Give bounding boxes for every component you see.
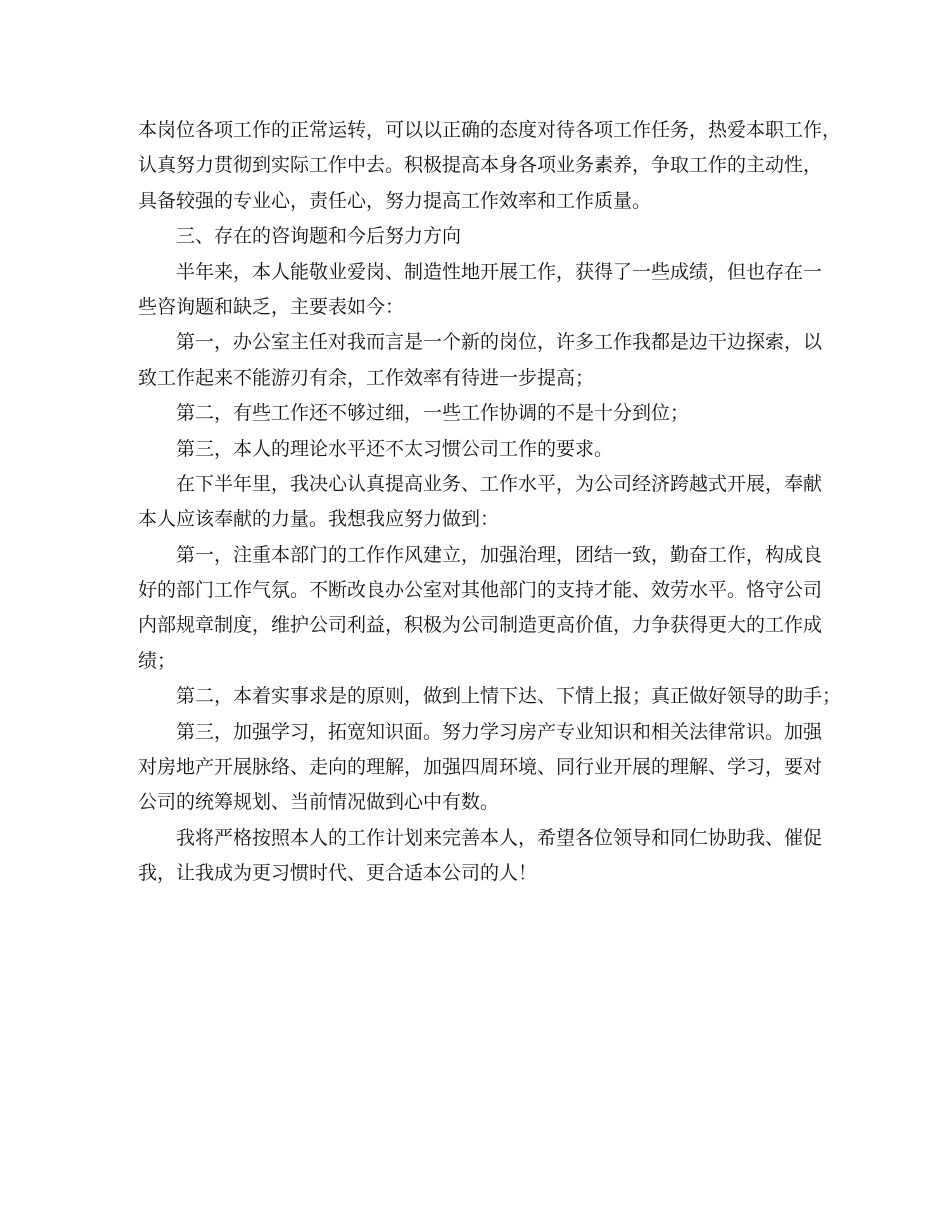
text-line: 第三，加强学习，拓宽知识面。努力学习房产专业知识和相关法律常识。加强 — [176, 720, 823, 743]
text-line: 三、存在的咨询题和今后努力方向 — [176, 225, 462, 248]
text-line: 在下半年里，我决心认真提高业务、工作水平，为公司经济跨越式开展，奉献 — [176, 472, 823, 495]
text-line: 具备较强的专业心，责任心，努力提高工作效率和工作质量。 — [138, 189, 652, 212]
text-line: 认真努力贯彻到实际工作中去。积极提高本身各项业务素养，争取工作的主动性， — [138, 154, 823, 177]
text-line: 我，让我成为更习惯时代、更合适本公司的人！ — [138, 862, 538, 885]
text-line: 第二，有些工作还不够过细，一些工作协调的不是十分到位； — [176, 402, 690, 425]
text-line: 对房地产开展脉络、走向的理解，加强四周环境、同行业开展的理解、学习，要对 — [138, 756, 823, 779]
text-line: 本岗位各项工作的正常运转，可以以正确的态度对待各项工作任务，热爱本职工作， — [138, 119, 842, 141]
text-line: 本人应该奉献的力量。我想我应努力做到： — [138, 508, 500, 531]
text-line: 我将严格按照本人的工作计划来完善本人，希望各位领导和同仁协助我、催促 — [176, 826, 823, 849]
text-line: 半年来，本人能敬业爱岗、制造性地开展工作，获得了一些成绩，但也存在一 — [176, 260, 823, 283]
text-line: 第一，注重本部门的工作作风建立，加强治理，团结一致，勤奋工作，构成良 — [176, 543, 823, 566]
document-body — [138, 113, 842, 892]
text-line: 内部规章制度，维护公司利益，积极为公司制造更高价值，力争获得更大的工作成 — [138, 614, 823, 637]
text-line: 好的部门工作气氛。不断改良办公室对其他部门的支持才能、效劳水平。恪守公司 — [138, 579, 823, 602]
text-line: 第一，办公室主任对我而言是一个新的岗位，许多工作我都是边干边探索，以 — [176, 331, 823, 354]
text-line: 第三，本人的理论水平还不太习惯公司工作的要求。 — [176, 437, 614, 460]
text-line: 第二，本着实事求是的原则，做到上情下达、下情上报；真正做好领导的助手； — [176, 685, 842, 708]
text-line: 致工作起来不能游刃有余，工作效率有待进一步提高； — [138, 366, 595, 389]
text-line: 些咨询题和缺乏，主要表如今： — [138, 295, 405, 318]
text-line: 公司的统筹规划、当前情况做到心中有数。 — [138, 791, 500, 814]
text-line: 绩； — [138, 649, 177, 672]
